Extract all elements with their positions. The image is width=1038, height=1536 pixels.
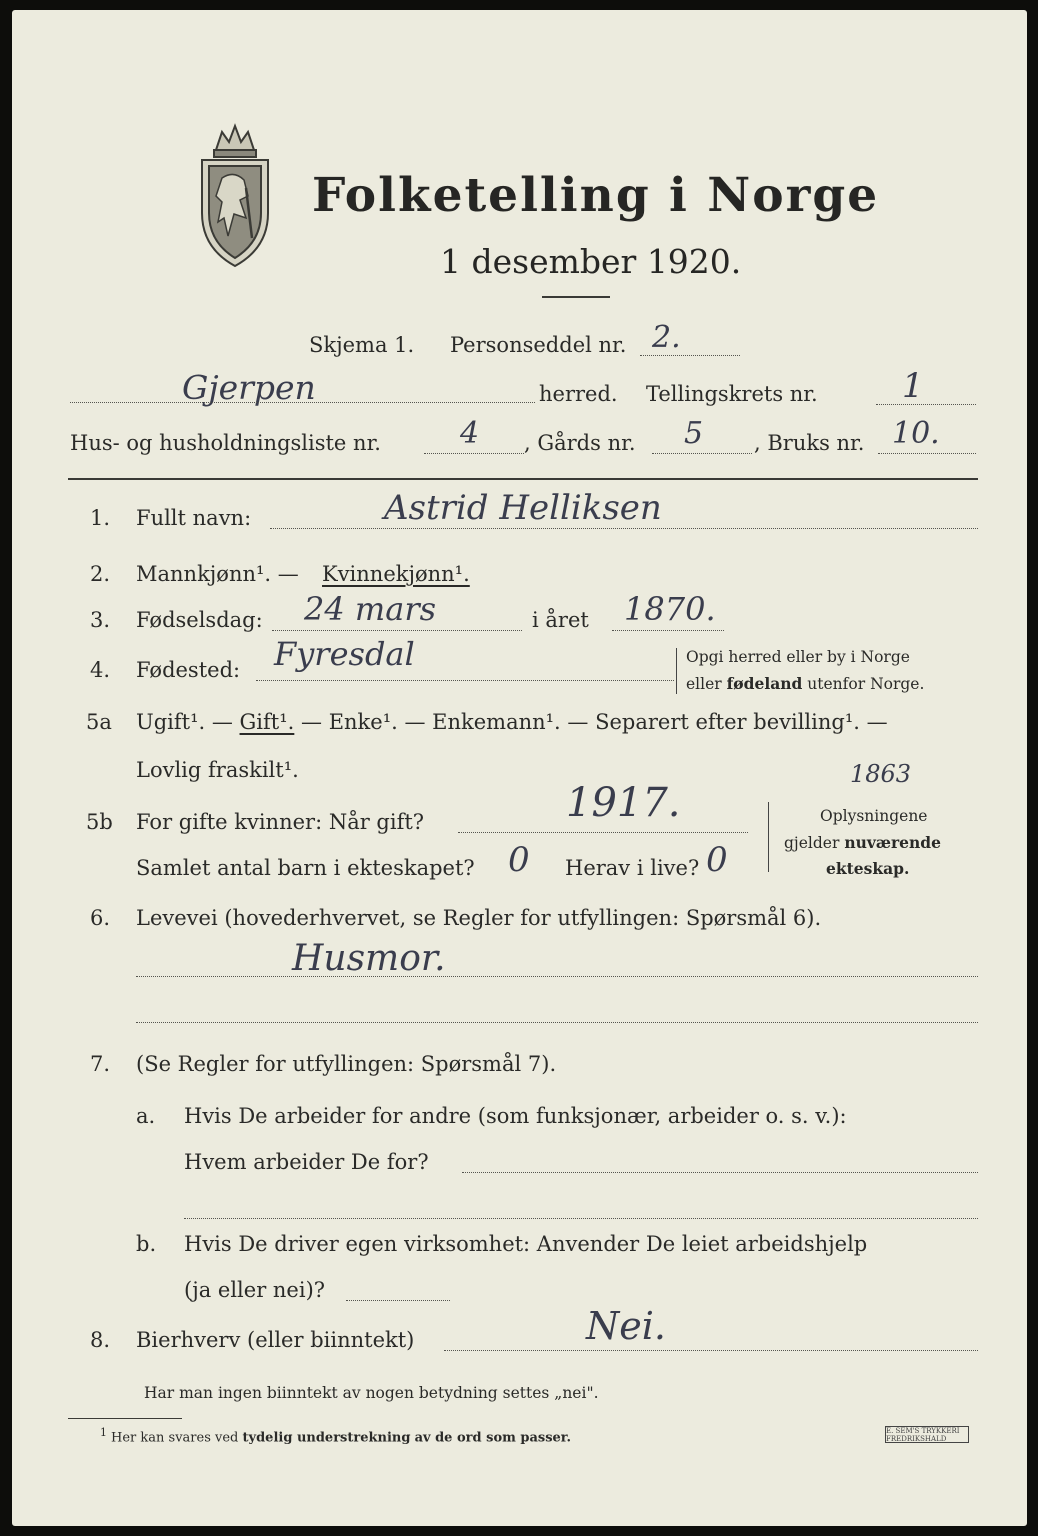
q2-mann: Mannkjønn¹. — <box>136 562 299 586</box>
q5b-note-3: ekteskap. <box>826 859 910 878</box>
bruks-value[interactable]: 10. <box>892 416 940 451</box>
personseddel-label: Personseddel nr. <box>450 333 627 357</box>
q4-brace <box>676 648 679 694</box>
q5b-live-label: Herav i live? <box>565 856 700 880</box>
q8-value[interactable]: Nei. <box>586 1304 666 1348</box>
q5b-label: For gifte kvinner: Når gift? <box>136 810 425 834</box>
q7b-line <box>346 1300 450 1301</box>
q7a-letter: a. <box>136 1104 156 1128</box>
q7b-label: Hvis De driver egen virksomhet: Anvender De leiet arbeidshjelp <box>184 1232 868 1256</box>
q1-number: 1. <box>90 506 111 530</box>
q4-note-2a: eller <box>686 675 722 693</box>
q5b-note-2b: nuværende <box>844 833 941 852</box>
q5a-rest[interactable]: — Enke¹. — Enkemann¹. — Separert efter bevilling¹. — <box>301 710 888 734</box>
census-form <box>12 10 1027 1526</box>
q2-number: 2. <box>90 562 111 586</box>
printer-stamp-text: E. SEM'S TRYKKERI FREDRIKSHALD <box>886 1426 960 1443</box>
personseddel-value[interactable]: 2. <box>652 320 681 355</box>
hus-line <box>424 453 524 454</box>
herred-value[interactable]: Gjerpen <box>182 368 316 407</box>
q3-day[interactable]: 24 mars <box>304 590 437 628</box>
q5b-number: 5b <box>86 810 113 834</box>
bruks-label: , Bruks nr. <box>754 431 865 455</box>
skjema-label: Skjema 1. <box>309 333 415 357</box>
q4-line <box>256 680 674 681</box>
q8-label: Bierhverv (eller biinntekt) <box>136 1328 415 1352</box>
q5a-ugift[interactable]: Ugift¹. — <box>136 710 233 734</box>
q5b-barn-value[interactable]: 0 <box>508 840 530 880</box>
q4-note-2b: fødeland <box>726 674 803 693</box>
q3-year[interactable]: 1870. <box>624 590 716 628</box>
q4-label: Fødested: <box>136 658 241 682</box>
personseddel-line <box>640 355 740 356</box>
q7a-line-2 <box>184 1218 978 1219</box>
tellingskrets-label: Tellingskrets nr. <box>646 382 818 406</box>
form-date: 1 desember 1920. <box>440 242 742 281</box>
herred-label: herred. <box>539 382 618 406</box>
q3-label: Fødselsdag: <box>136 608 263 632</box>
footnote-text-c: av de ord som passer. <box>414 1430 571 1446</box>
q5b-barn-label: Samlet antal barn i ekteskapet? <box>136 856 475 880</box>
q5a-gift[interactable]: Gift¹. <box>239 710 295 734</box>
tellingskrets-value[interactable]: 1 <box>902 366 924 406</box>
q1-label: Fullt navn: <box>136 506 252 530</box>
q3-year-line <box>612 630 724 631</box>
q5b-brace <box>768 802 771 872</box>
q6-line-2 <box>136 1022 978 1023</box>
q7b-letter: b. <box>136 1232 157 1256</box>
q7b-sub: (ja eller nei)? <box>184 1278 326 1302</box>
q3-day-line <box>272 630 522 631</box>
footnote-text-a: Her kan svares ved <box>111 1430 239 1446</box>
q7a-label: Hvis De arbeider for andre (som funksjonær, arbeider o. s. v.): <box>184 1104 847 1128</box>
gards-value[interactable]: 5 <box>684 416 704 451</box>
footnote <box>100 1426 571 1445</box>
q6-label: Levevei (hovederhvervet, se Regler for utfyllingen: Spørsmål 6). <box>136 906 822 930</box>
section-divider <box>68 478 978 480</box>
q6-value[interactable]: Husmor. <box>292 938 446 979</box>
q4-note-1: Opgi herred eller by i Norge <box>686 648 910 666</box>
q8-number: 8. <box>90 1328 111 1352</box>
q7-label: (Se Regler for utfyllingen: Spørsmål 7). <box>136 1052 557 1076</box>
q5b-value[interactable]: 1917. <box>566 780 681 826</box>
q4-value[interactable]: Fyresdal <box>274 635 415 673</box>
q5a-line2[interactable]: Lovlig fraskilt¹. <box>136 758 299 782</box>
q7-number: 7. <box>90 1052 111 1076</box>
form-title: Folketelling i Norge <box>312 168 880 223</box>
footnote-text-b: tydelig understrekning <box>242 1430 411 1446</box>
hus-label: Hus- og husholdningsliste nr. <box>70 431 381 455</box>
q4-number: 4. <box>90 658 111 682</box>
herred-line <box>70 402 535 403</box>
gards-label: , Gårds nr. <box>524 431 636 455</box>
q5b-live-value[interactable]: 0 <box>706 840 728 880</box>
q6-number: 6. <box>90 906 111 930</box>
hus-value[interactable]: 4 <box>460 416 480 451</box>
footnote-number: 1 <box>100 1426 107 1439</box>
coat-of-arms-icon <box>194 118 276 270</box>
footer-note: Har man ingen biinntekt av nogen betydning settes „nei". <box>144 1384 599 1402</box>
footnote-divider <box>68 1418 182 1419</box>
q5a-options <box>136 710 888 734</box>
q1-line <box>270 528 978 529</box>
q7a-line-1 <box>462 1172 978 1173</box>
q8-line <box>444 1350 978 1351</box>
q5b-note-2 <box>784 833 941 852</box>
q5a-number: 5a <box>86 710 112 734</box>
q3-year-label: i året <box>532 608 589 632</box>
q4-note-2c: utenfor Norge. <box>807 675 925 693</box>
q2-kvinne[interactable]: Kvinnekjønn¹. <box>322 562 470 586</box>
q6-line-1 <box>136 976 978 977</box>
q1-value[interactable]: Astrid Helliksen <box>384 488 662 528</box>
bruks-line <box>878 453 976 454</box>
title-divider <box>542 296 610 298</box>
q5b-note-1: Oplysningene <box>820 807 928 825</box>
gards-line <box>652 453 752 454</box>
tellingskrets-line <box>876 404 976 405</box>
q5b-note-2a: gjelder <box>784 834 840 852</box>
q5b-line <box>458 832 748 833</box>
q3-number: 3. <box>90 608 111 632</box>
q7a-sub: Hvem arbeider De for? <box>184 1150 429 1174</box>
q4-note-2 <box>686 674 924 693</box>
printer-stamp <box>885 1426 969 1443</box>
q5b-margin-note: 1863 <box>850 760 912 788</box>
